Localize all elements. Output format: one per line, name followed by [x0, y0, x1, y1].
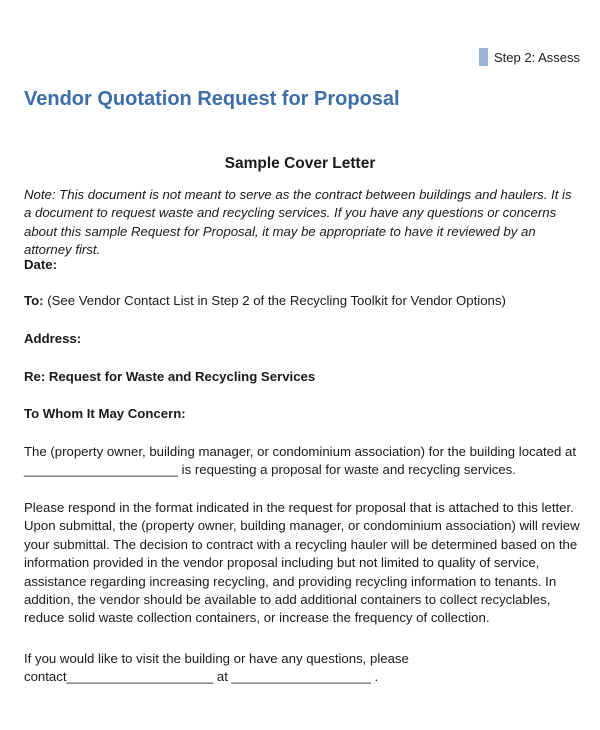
section-title: Sample Cover Letter [224, 155, 376, 172]
paragraph-response-instructions: Please respond in the format indicated in the request for proposal that is attached to this letter. Upon submittal, the (property owner, building manager, or condominium association) will review your submittal. The decision to contract with a recycling hauler will be determined based on the information provided in the vendor proposal including but not limited to quality of service, assistance regarding increasing recycling, and providing recycling information to tenants. In addition, the vendor should be available to add additional containers to collect recyclables, reduce solid waste collection containers, or increase the frequency of collection. [24, 500, 580, 626]
date-label: Date: [24, 257, 57, 272]
step-label: Step 2: Assess [494, 49, 580, 65]
step-indicator [479, 48, 580, 66]
document-title: Vendor Quotation Request for Proposal [24, 88, 400, 110]
disclaimer-note: Note: This document is not meant to serve as the contract between buildings and haulers. It is a document to request waste and recycling services. If you have any questions or concerns about this sample Request for Proposal, it may be appropriate to have it reviewed by an attorney first. [24, 187, 572, 258]
to-label: To: [24, 293, 44, 308]
to-text: (See Vendor Contact List in Step 2 of the Recycling Toolkit for Vendor Options) [47, 293, 506, 308]
paragraph-building-location: The (property owner, building manager, or condominium association) for the building located at _____________________ is requesting a proposal for waste and recycling services. [24, 444, 576, 478]
step-marker-icon [479, 48, 488, 66]
salutation: To Whom It May Concern: [24, 406, 186, 421]
subject-line: Re: Request for Waste and Recycling Services [24, 369, 316, 384]
paragraph-contact: If you would like to visit the building or have any questions, please contact____________________ at ___________________ . [24, 651, 409, 685]
address-label: Address: [24, 331, 82, 346]
to-line [24, 292, 580, 310]
